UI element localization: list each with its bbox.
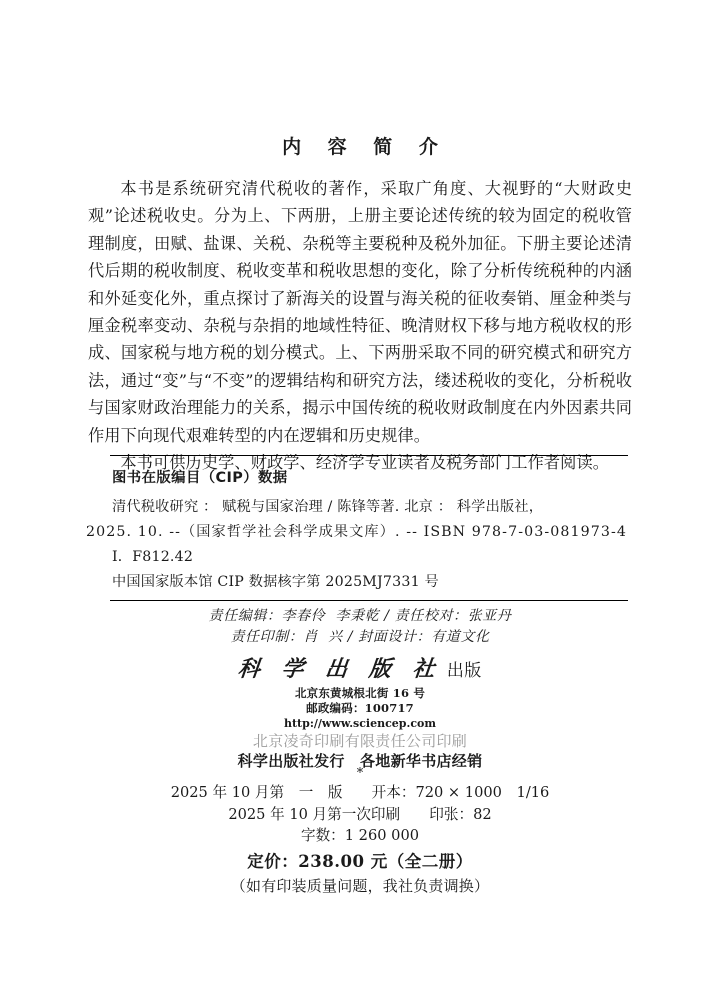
- publication-facts: [0, 782, 720, 898]
- cip-classification-line: Ⅰ．F812.42: [112, 549, 194, 565]
- credits-editor-line: 责任编辑：李春伶 李秉乾 / 责任校对：张亚丹: [208, 608, 512, 624]
- publisher-logo-row: [0, 658, 720, 680]
- impression-line: 2025 年 10 月第一次印刷 印张：82: [228, 805, 492, 823]
- abstract-paragraph-2: 本书可供历史学、财政学、经济学专业读者及税务部门工作者阅读。: [120, 453, 610, 473]
- abstract-title: 内 容 简 介: [282, 136, 448, 158]
- publisher-url: http://www.sciencep.com: [283, 717, 437, 731]
- publisher-logo: 科 学 出 版 社: [236, 656, 444, 682]
- cip-title-line: 清代税收研究 ： 赋税与国家治理 / 陈锋等著. 北京 ： 科学出版社，: [112, 499, 544, 515]
- abstract-paragraph-1: 本书是系统研究清代税收的著作，采取广角度、大视野的“大财政史观”论述税收史。分为上、下两册，上册主要论述传统的较为固定的税收管理制度，田赋、盐课、关税、杂税等主要税种及税外加征。下册主要论述清代后期的税收制度、税收变革和税收思想的变化，除了分析传统税种的内涵和外延变化外，重点探讨了新海关的设置与海关税的征收奏销、厘金种类与厘金税率变动、杂税与杂捐的地域性特征、晚清财权下移与地方税收权的形成、国家税与地方税的划分模式。上、下两册采取不同的研究模式和研究方法，通过“变”与“不变”的逻辑结构和研究方法，缕述税收的变化，分析税收与国家财政治理能力的关系，揭示中国传统的税收财政制度在内外因素共同作用下向现代艰难转型的内在逻辑和历史规律。: [88, 179, 632, 445]
- publisher-logo-suffix: 出版: [446, 661, 482, 681]
- edition-line: 2025 年 10 月第 一 版 开本：720 × 1000 1/16: [170, 784, 550, 801]
- cip-divider-top: [110, 455, 628, 456]
- cip-isbn-line: 2025. 10. --（国家哲学社会科学成果文库）. -- ISBN 978-7-03-081973-4: [86, 524, 628, 540]
- separator-asterisk: *: [356, 766, 364, 781]
- publisher-address: 北京东黄城根北街 16 号: [294, 686, 426, 700]
- publisher-imprint: [0, 658, 720, 732]
- cip-divider-bottom: [110, 600, 628, 601]
- quality-note: （如有印装质量问题，我社负责调换）: [230, 876, 490, 895]
- cip-record-number-line: 中国国家版本馆 CIP 数据核字第 2025MJ7331 号: [112, 574, 439, 590]
- abstract-section: [88, 132, 632, 476]
- distribution-line: 科学出版社发行 各地新华书店经销: [237, 752, 483, 770]
- cip-section: [86, 466, 632, 595]
- credits-production-line: 责任印制：肖 兴 / 封面设计：有道文化: [230, 628, 490, 645]
- wordcount-line: 字数：1 260 000: [300, 827, 420, 844]
- printer-line: 北京凌奇印刷有限责任公司印刷: [252, 732, 468, 750]
- cip-heading: 图书在版编目（CIP）数据: [112, 470, 288, 486]
- credits-section: [0, 606, 720, 647]
- price-line: 定价：238.00 元（全二册）: [247, 851, 473, 871]
- publisher-postcode: 邮政编码：100717: [306, 701, 414, 716]
